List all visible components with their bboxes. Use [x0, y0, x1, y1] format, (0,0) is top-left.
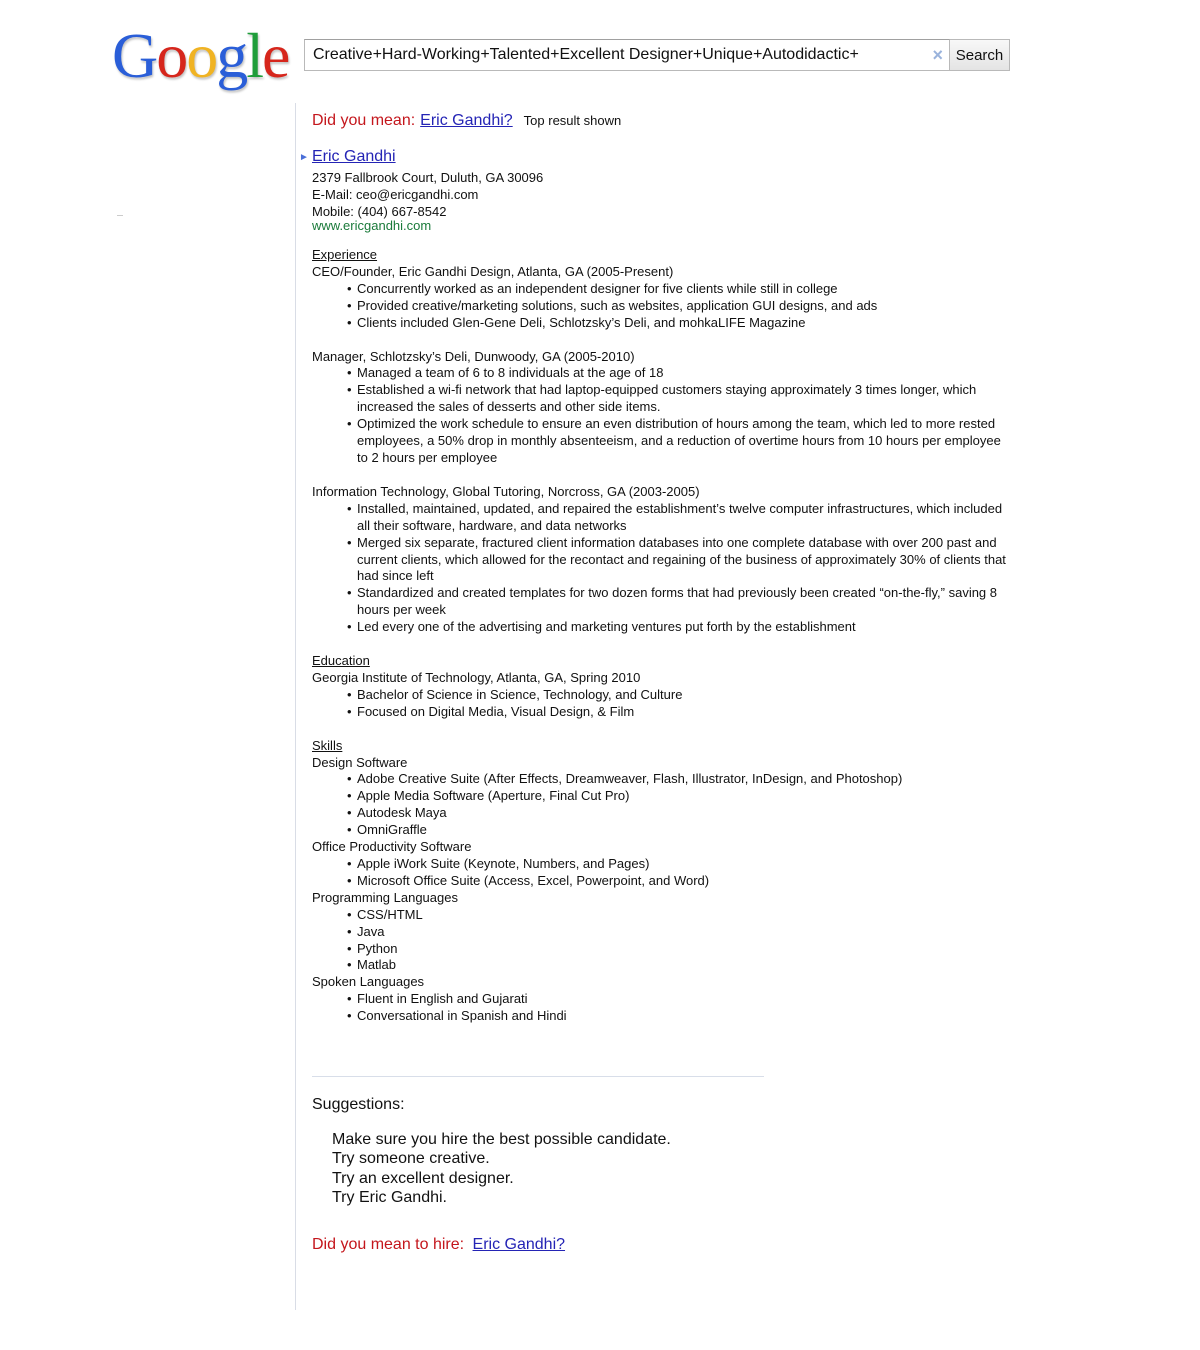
section-heading-education: Education [312, 653, 370, 669]
result-title [299, 148, 396, 166]
mobile: Mobile: (404) 667-8542 [312, 204, 447, 219]
resume-body [312, 247, 1012, 1025]
search-button[interactable]: Search [950, 39, 1010, 71]
bullet: • Conversational in Spanish and Hindi [347, 1008, 1012, 1025]
search-input[interactable] [304, 39, 950, 71]
skill-group: Spoken Languages [312, 974, 425, 990]
job-bullets [312, 501, 1012, 636]
result-url[interactable]: www.ericgandhi.com [312, 218, 432, 233]
job-bullets [312, 281, 1012, 332]
bullet: • Clients included Glen-Gene Deli, Schlotzsky’s Deli, and mohkaLIFE Magazine [347, 315, 1012, 332]
logo-letter: e [262, 20, 289, 91]
skill-bullets [312, 856, 1012, 890]
search-bar [304, 39, 1010, 71]
bullet: • Concurrently worked as an independent designer for five clients while still in college [347, 281, 1012, 298]
skill-bullets [312, 991, 1012, 1025]
bullet: • Matlab [347, 957, 1012, 974]
skill-bullets [312, 771, 1012, 839]
logo-letter: l [246, 20, 262, 91]
job-title: CEO/Founder, Eric Gandhi Design, Atlanta, GA (2005-Present) [312, 263, 674, 279]
result-arrow-icon: ► [299, 152, 309, 163]
bullet: • Python [347, 941, 1012, 958]
did-you-mean-prefix: Did you mean: [312, 112, 416, 129]
bullet: • Led every one of the advertising and marketing ventures put forth by the establishment [347, 619, 1012, 636]
bullet: • Autodesk Maya [347, 805, 1012, 822]
divider-mark [117, 215, 123, 216]
email: E-Mail: ceo@ericgandhi.com [312, 187, 479, 202]
google-logo[interactable] [112, 20, 288, 92]
logo-letter: g [216, 20, 247, 91]
bullet: • Optimized the work schedule to ensure an even distribution of hours among the team, which led to more rested employees, a 50% drop in monthly absenteeism, and a reduction of overtime hours from 10 hours per employee to 2 hours per employee [347, 416, 1012, 467]
bullet: • Apple Media Software (Aperture, Final Cut Pro) [347, 788, 1012, 805]
bullet: • Installed, maintained, updated, and repaired the establishment’s twelve computer infrastructures, which included all their software, hardware, and data networks [347, 501, 1012, 535]
content-divider [295, 103, 296, 1310]
bullet: • Focused on Digital Media, Visual Design, & Film [347, 704, 1012, 721]
bullet: • CSS/HTML [347, 907, 1012, 924]
bullet: • Provided creative/marketing solutions, such as websites, application GUI designs, and ads [347, 298, 1012, 315]
bullet: • Fluent in English and Gujarati [347, 991, 1012, 1008]
did-you-mean-link[interactable]: Eric Gandhi? [420, 112, 513, 129]
job-title: Information Technology, Global Tutoring, Norcross, GA (2003-2005) [312, 483, 700, 499]
logo-letter: o [156, 20, 187, 91]
top-result-note: Top result shown [523, 113, 622, 128]
bullet: • Java [347, 924, 1012, 941]
logo-letter: G [112, 20, 157, 91]
suggestion-item: Try an excellent designer. [332, 1169, 514, 1187]
did-you-mean-hire-prefix: Did you mean to hire: [312, 1236, 465, 1253]
bullet: • Managed a team of 6 to 8 individuals at the age of 18 [347, 365, 1012, 382]
logo-letter: o [186, 20, 217, 91]
job-bullets [312, 365, 1012, 466]
bullet: • Bachelor of Science in Science, Technology, and Culture [347, 687, 1012, 704]
suggestions-list [332, 1130, 671, 1207]
bullet: • Adobe Creative Suite (After Effects, Dreamweaver, Flash, Illustrator, InDesign, and Photoshop) [347, 771, 1012, 788]
section-heading-experience: Experience [312, 247, 378, 262]
education-bullets [312, 687, 1012, 721]
skill-group: Design Software [312, 754, 408, 770]
suggestion-item: Make sure you hire the best possible candidate. [332, 1131, 671, 1148]
section-heading-skills: Skills [312, 737, 343, 753]
suggestion-item: Try someone creative. [332, 1150, 490, 1168]
search-query: Creative+Hard-Working+Talented+Excellent Designer+Unique+Autodidactic+ [313, 46, 859, 63]
bullet: • OmniGraffle [347, 822, 1012, 839]
address: 2379 Fallbrook Court, Duluth, GA 30096 [312, 170, 544, 185]
skill-bullets [312, 907, 1012, 975]
suggestion-item: Try Eric Gandhi. [332, 1188, 447, 1206]
bullet: • Microsoft Office Suite (Access, Excel, Powerpoint, and Word) [347, 873, 1012, 890]
did-you-mean-hire [312, 1236, 565, 1254]
bullet: • Apple iWork Suite (Keynote, Numbers, and Pages) [347, 856, 1012, 873]
contact-info [312, 169, 543, 232]
skill-group: Office Productivity Software [312, 839, 472, 855]
suggestions-divider [312, 1076, 764, 1077]
bullet: • Established a wi-fi network that had laptop-equipped customers staying approximately 3 times longer, which increased the sales of desserts and other side items. [347, 382, 1012, 416]
suggestions-title: Suggestions: [312, 1096, 405, 1113]
school: Georgia Institute of Technology, Atlanta, GA, Spring 2010 [312, 669, 641, 685]
skill-group: Programming Languages [312, 889, 458, 905]
did-you-mean [312, 112, 1012, 134]
results-area [299, 112, 1012, 1024]
result-title-link[interactable]: Eric Gandhi [312, 148, 396, 165]
job-title: Manager, Schlotzsky’s Deli, Dunwoody, GA (2005-2010) [312, 348, 635, 364]
did-you-mean-hire-link[interactable]: Eric Gandhi? [472, 1236, 566, 1253]
bullet: • Standardized and created templates for two dozen forms that had previously been created “on-the-fly,” saving 8 hours per week [347, 585, 1012, 619]
bullet: • Merged six separate, fractured client information databases into one complete database with over 200 past and current clients, which allowed for the recontact and regaining of the business of approximately 30% of clients that had since left [347, 535, 1012, 586]
clear-icon[interactable]: × [932, 44, 943, 65]
